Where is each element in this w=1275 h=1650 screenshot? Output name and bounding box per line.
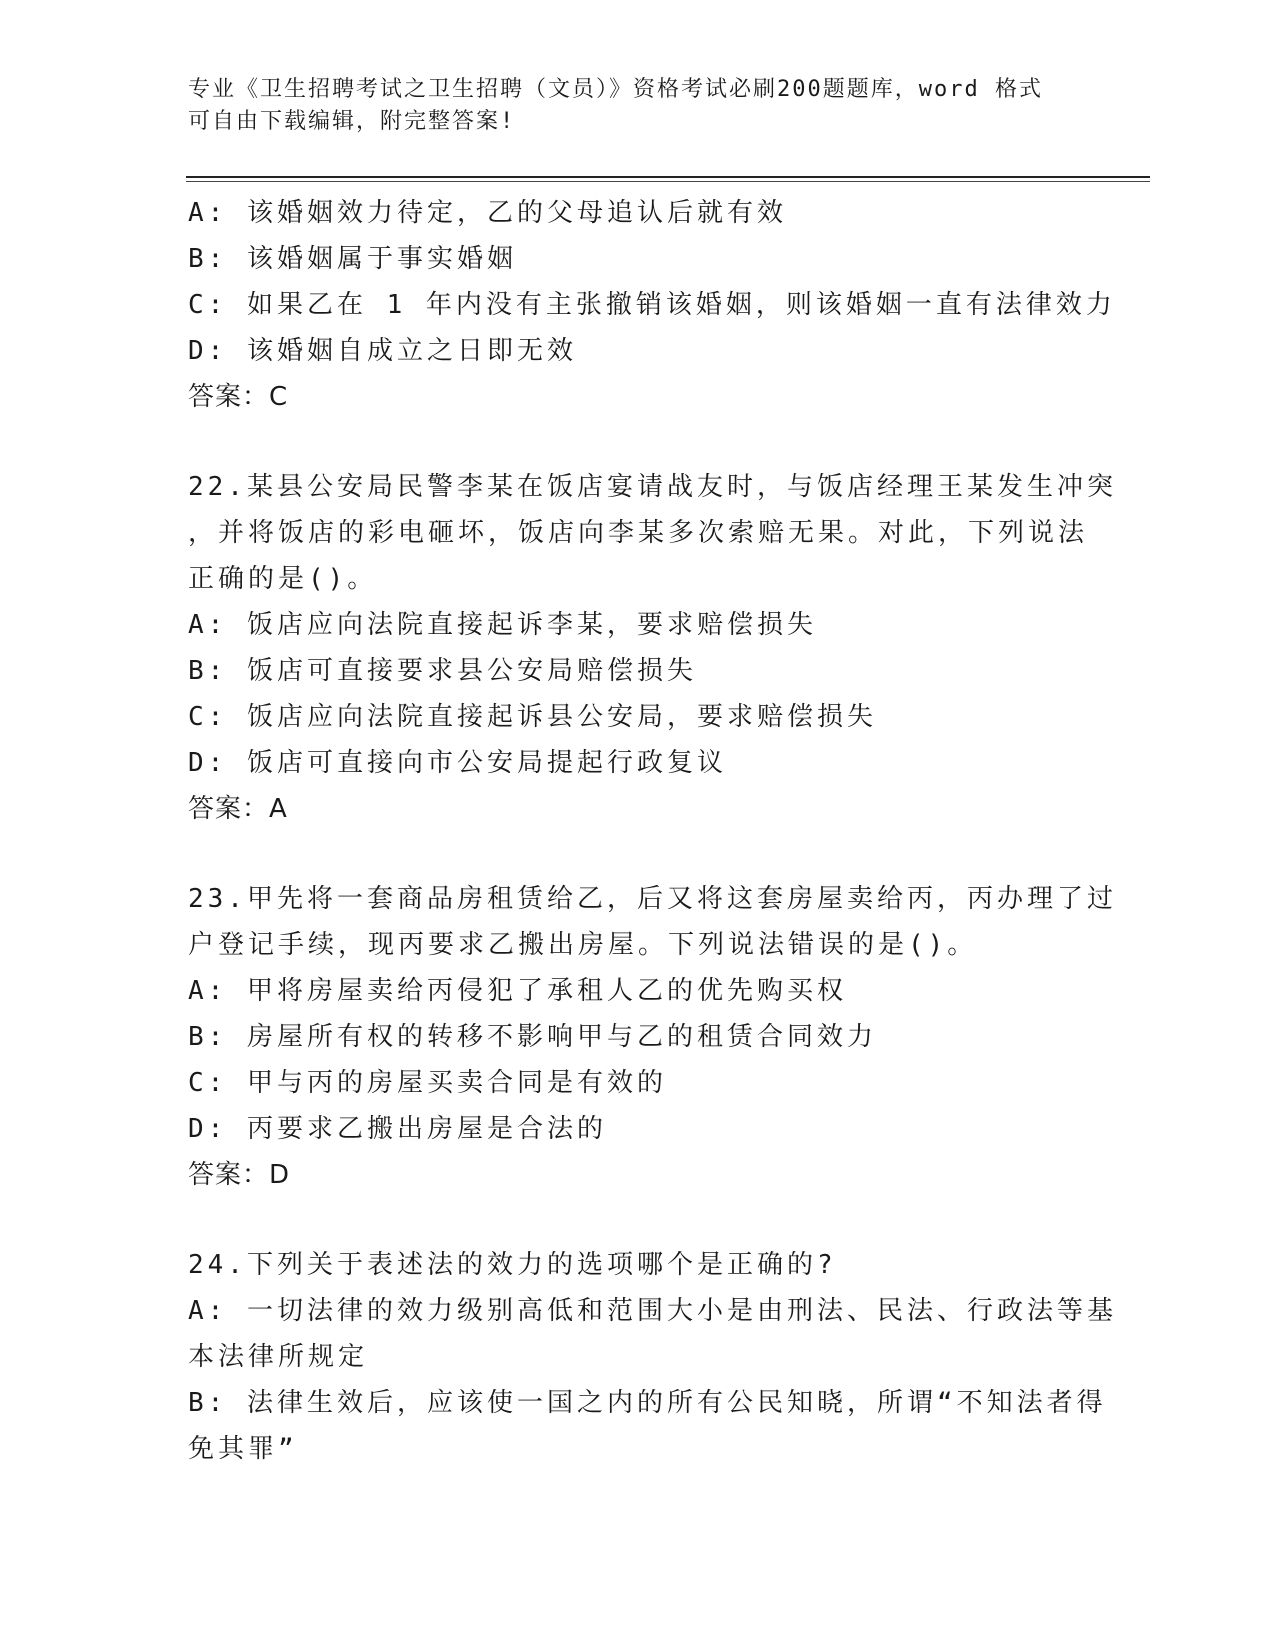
option-a-continued: 本法律所规定 [188,1342,369,1372]
answer: 答案：D [188,1160,291,1190]
header-divider-thin [186,181,1150,182]
option-b: B: 饭店可直接要求县公安局赔偿损失 [188,656,697,686]
spacer [188,832,1088,876]
option-d: D: 丙要求乙搬出房屋是合法的 [188,1114,607,1144]
option-c: C: 如果乙在 1 年内没有主张撤销该婚姻，则该婚姻一直有法律效力 [188,290,1116,320]
option-b: B: 房屋所有权的转移不影响甲与乙的租赁合同效力 [188,1022,877,1052]
header-divider-thick [186,176,1150,178]
question-stem-line: 22.某县公安局民警李某在饭店宴请战友时，与饭店经理王某发生冲突 [188,472,1117,502]
option-a: A: 甲将房屋卖给丙侵犯了承租人乙的优先购买权 [188,976,847,1006]
question-stem-line: 24.下列关于表述法的效力的选项哪个是正确的? [188,1250,837,1280]
option-b: B: 该婚姻属于事实婚姻 [188,244,517,274]
spacer [188,420,1088,464]
option-c: C: 甲与丙的房屋买卖合同是有效的 [188,1068,667,1098]
option-d: D: 饭店可直接向市公安局提起行政复议 [188,748,727,778]
answer: 答案：A [188,794,288,824]
question-24 [188,1242,1117,1472]
answer: 答案：C [188,382,289,412]
question-21-continued [188,190,1116,420]
option-a: A: 饭店应向法院直接起诉李某，要求赔偿损失 [188,610,817,640]
option-b: B: 法律生效后，应该使一国之内的所有公民知晓，所谓“不知法者得 [188,1388,1107,1418]
question-stem-line: ，并将饭店的彩电砸坏，饭店向李某多次索赔无果。对此，下列说法 [188,518,1089,548]
header-line-1: 专业《卫生招聘考试之卫生招聘（文员）》资格考试必刷200题题库，word 格式 [188,77,1043,102]
option-a: A: 该婚姻效力待定，乙的父母追认后就有效 [188,198,787,228]
option-b-continued: 免其罪” [188,1434,298,1464]
question-22 [188,464,1117,832]
document-header [188,74,1088,138]
option-c: C: 饭店应向法院直接起诉县公安局，要求赔偿损失 [188,702,877,732]
header-line-2: 可自由下载编辑，附完整答案! [188,109,516,134]
option-d: D: 该婚姻自成立之日即无效 [188,336,577,366]
question-stem-line: 23.甲先将一套商品房租赁给乙，后又将这套房屋卖给丙，丙办理了过 [188,884,1117,914]
document-body [188,190,1117,1472]
option-a: A: 一切法律的效力级别高低和范围大小是由刑法、民法、行政法等基 [188,1296,1117,1326]
spacer [188,1198,1088,1242]
question-stem-line: 正确的是()。 [188,564,378,594]
question-stem-line: 户登记手续，现丙要求乙搬出房屋。下列说法错误的是()。 [188,930,978,960]
question-23 [188,876,1117,1198]
